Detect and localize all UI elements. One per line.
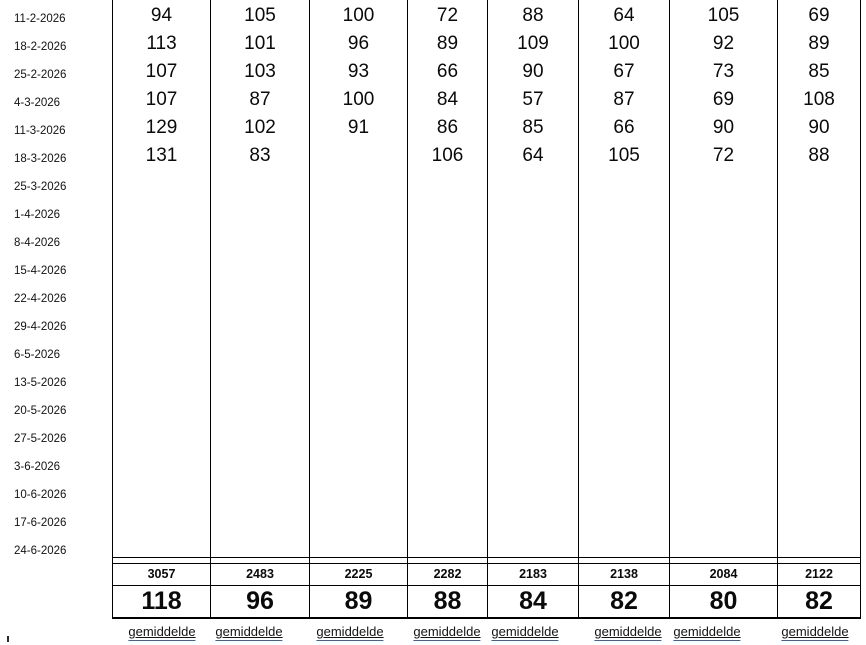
value-cell: 73 (712, 61, 735, 82)
date-label: 4-3-2026 (14, 97, 61, 109)
gemiddelde-link[interactable]: gemiddelde (781, 624, 849, 639)
value-cell: 83 (249, 145, 271, 166)
average-cell: 82 (805, 587, 833, 615)
value-cell: 92 (712, 33, 735, 54)
gemiddelde-link[interactable]: gemiddelde (215, 624, 283, 639)
total-cell: 2138 (610, 567, 638, 581)
gemiddelde-link[interactable]: gemiddelde (316, 624, 384, 639)
grid-hline (112, 617, 861, 619)
value-cell: 69 (808, 5, 830, 26)
average-cell: 82 (610, 587, 638, 615)
grid-hline (112, 557, 861, 558)
value-cell: 129 (145, 117, 178, 138)
gemiddelde-link[interactable]: gemiddelde (673, 624, 741, 639)
value-cell: 86 (436, 117, 459, 138)
value-cell: 88 (522, 5, 544, 26)
value-cell: 89 (808, 33, 830, 54)
value-cell: 67 (613, 61, 635, 82)
date-label: 8-4-2026 (14, 237, 61, 249)
value-cell: 66 (613, 117, 635, 138)
date-label: 29-4-2026 (14, 321, 67, 333)
date-label: 18-3-2026 (14, 153, 67, 165)
value-cell: 66 (436, 61, 459, 82)
value-cell: 96 (347, 33, 370, 54)
value-cell: 105 (244, 5, 276, 26)
date-label: 27-5-2026 (14, 433, 67, 445)
value-cell: 106 (431, 145, 464, 166)
date-label: 3-6-2026 (14, 461, 61, 473)
value-cell: 101 (244, 33, 276, 54)
date-label: 17-6-2026 (14, 517, 67, 529)
value-cell: 131 (145, 145, 178, 166)
date-label: 24-6-2026 (14, 545, 67, 557)
average-cell: 89 (344, 587, 373, 615)
value-cell: 107 (145, 89, 178, 110)
value-cell: 87 (249, 89, 271, 110)
value-cell: 57 (522, 89, 544, 110)
value-cell: 64 (613, 5, 635, 26)
total-cell: 3057 (147, 567, 176, 581)
value-cell: 102 (244, 117, 276, 138)
average-cell: 96 (246, 587, 274, 615)
value-cell: 72 (712, 145, 735, 166)
value-cell: 89 (436, 33, 459, 54)
value-cell: 87 (613, 89, 635, 110)
value-cell: 100 (608, 33, 640, 54)
gemiddelde-link[interactable]: gemiddelde (128, 624, 196, 639)
total-cell: 2225 (344, 567, 373, 581)
date-label: 13-5-2026 (14, 377, 67, 389)
value-cell: 85 (522, 117, 544, 138)
value-cell: 105 (707, 5, 740, 26)
total-cell: 2122 (805, 567, 833, 581)
value-cell: 105 (608, 145, 640, 166)
value-cell: 100 (342, 89, 375, 110)
gemiddelde-link[interactable]: gemiddelde (594, 624, 662, 639)
value-cell: 108 (803, 89, 835, 110)
value-cell: 109 (517, 33, 549, 54)
value-cell: 85 (808, 61, 830, 82)
value-cell: 69 (712, 89, 735, 110)
total-cell: 2183 (519, 567, 547, 581)
date-label: 25-2-2026 (14, 69, 67, 81)
value-cell: 84 (436, 89, 459, 110)
value-cell: 91 (347, 117, 370, 138)
average-cell: 118 (141, 587, 182, 615)
date-label: 15-4-2026 (14, 265, 67, 277)
value-cell: 113 (146, 33, 177, 54)
date-label: 18-2-2026 (14, 41, 67, 53)
total-cell: 2084 (709, 567, 738, 581)
date-label: 25-3-2026 (14, 181, 67, 193)
value-cell: 90 (522, 61, 544, 82)
average-cell: 88 (433, 587, 462, 615)
total-cell: 2282 (433, 567, 462, 581)
date-label: 11-2-2026 (14, 13, 66, 25)
value-cell: 64 (522, 145, 544, 166)
date-label: 10-6-2026 (14, 489, 67, 501)
gemiddelde-link[interactable]: gemiddelde (413, 624, 481, 639)
value-cell: 88 (808, 145, 830, 166)
gemiddelde-link[interactable]: gemiddelde (491, 624, 559, 639)
date-label: 20-5-2026 (14, 405, 67, 417)
value-cell: 90 (712, 117, 735, 138)
value-cell: 100 (342, 5, 375, 26)
stray-tick-mark (7, 636, 9, 642)
date-label: 22-4-2026 (14, 293, 67, 305)
date-label: 11-3-2026 (14, 125, 66, 137)
average-cell: 80 (709, 587, 738, 615)
value-cell: 94 (150, 5, 173, 26)
value-cell: 72 (436, 5, 459, 26)
value-cell: 107 (145, 61, 178, 82)
value-cell: 90 (808, 117, 830, 138)
value-cell: 103 (244, 61, 276, 82)
average-cell: 84 (519, 587, 547, 615)
value-cell: 93 (347, 61, 370, 82)
total-cell: 2483 (246, 567, 274, 581)
date-label: 1-4-2026 (14, 209, 61, 221)
date-label: 6-5-2026 (14, 349, 61, 361)
grid-vline (860, 0, 861, 619)
